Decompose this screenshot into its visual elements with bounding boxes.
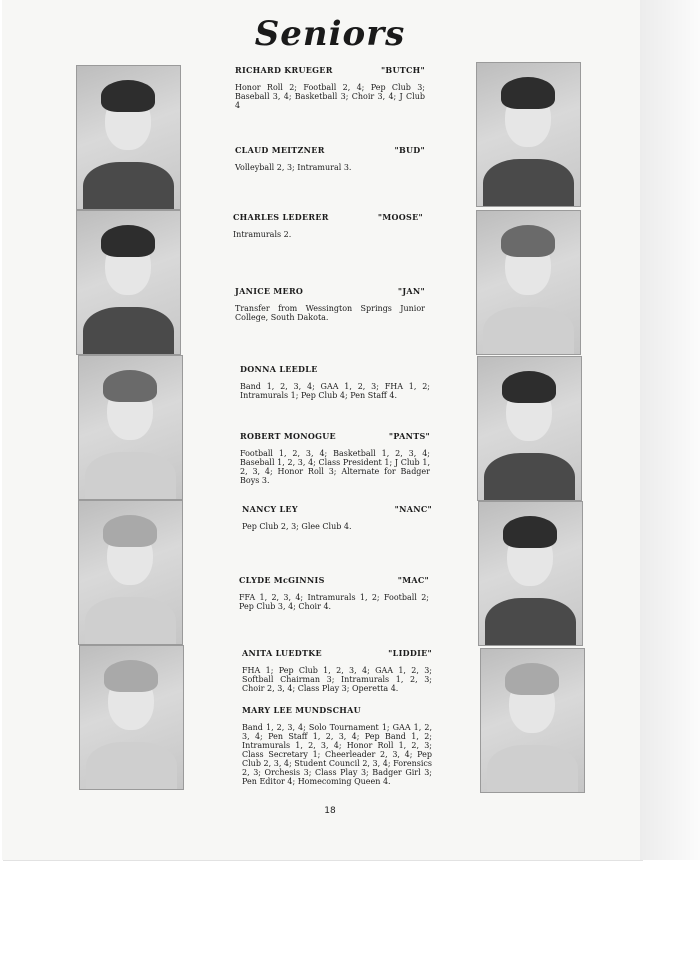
- student-activities: Band 1, 2, 3, 4; GAA 1, 2, 3; FHA 1, 2; Intramurals 1; Pep Club 4; Pen Staff 4.: [240, 382, 430, 400]
- portrait-charles-lederer: [76, 210, 181, 355]
- student-entry: [235, 145, 425, 172]
- student-name: NANCY LEY: [242, 504, 298, 514]
- portrait-donna-leedle: [78, 355, 183, 500]
- student-entry: [235, 65, 425, 110]
- student-activities: Intramurals 2.: [233, 230, 292, 239]
- student-name: ANITA LUEDTKE: [242, 648, 322, 658]
- student-name: MARY LEE MUNDSCHAU: [242, 705, 361, 715]
- student-activities: Band 1, 2, 3, 4; Solo Tournament 1; GAA 1, 2, 3, 4; Pen Staff 1, 2, 3, 4; Pep Band 1, 2; Intramurals 1, 2, 3, 4; Honor Roll 1, 2, 3; Class Secretary 1; Cheerleader 2, 3, 4; Pep Club 2, 3, 4; Student Council 2, 3, 4; Forensics 2, 3; Orchesis 3; Class Play 3; Badger Girl 3; Pen Editor 4; Homecoming Queen 4.: [242, 723, 432, 786]
- student-entry: [242, 504, 432, 531]
- portrait-anita-luedtke: [480, 648, 585, 793]
- student-name: ROBERT MONOGUE: [240, 431, 336, 441]
- student-activities: Volleyball 2, 3; Intramural 3.: [235, 163, 352, 172]
- student-activities: FHA 1; Pep Club 1, 2, 3, 4; GAA 1, 2, 3; Softball Chairman 3; Intramurals 1, 2, 3; Choir 2, 3, 4; Class Play 3; Operetta 4.: [242, 666, 432, 693]
- student-name: CLYDE McGINNIS: [239, 575, 325, 585]
- student-entry: [239, 575, 429, 611]
- student-nickname: "MAC": [397, 575, 429, 585]
- student-entry: [240, 364, 430, 400]
- portrait-clyde-mcginnis: [478, 501, 583, 646]
- student-activities: Honor Roll 2; Football 2, 4; Pep Club 3; Baseball 3, 4; Basketball 3; Choir 3, 4; J Club 4: [235, 83, 425, 110]
- student-name: DONNA LEEDLE: [240, 364, 318, 374]
- student-activities: Football 1, 2, 3, 4; Basketball 1, 2, 3, 4; Baseball 1, 2, 3, 4; Class President 1; J Club 1, 2, 3, 4; Honor Roll 3; Alternate for Badger Boys 3.: [240, 449, 430, 485]
- student-nickname: "BUD": [394, 145, 425, 155]
- student-nickname: "BUTCH": [380, 65, 425, 75]
- student-name: CHARLES LEDERER: [233, 212, 329, 222]
- portrait-janice-mero: [476, 210, 581, 355]
- portrait-robert-monogue: [477, 356, 582, 501]
- portrait-nancy-ley: [78, 500, 183, 645]
- portrait-richard-krueger: [76, 65, 181, 210]
- student-name: RICHARD KRUEGER: [235, 65, 333, 75]
- student-name: JANICE MERO: [235, 286, 304, 296]
- student-activities: Transfer from Wessington Springs Junior College, South Dakota.: [235, 304, 425, 322]
- student-activities: Pep Club 2, 3; Glee Club 4.: [242, 522, 352, 531]
- student-entry: [240, 431, 430, 485]
- portrait-mary-lee-mundschau: [79, 645, 184, 790]
- student-name: CLAUD MEITZNER: [235, 145, 325, 155]
- student-entry: [235, 286, 425, 322]
- student-activities: FFA 1, 2, 3, 4; Intramurals 1, 2; Football 2; Pep Club 3, 4; Choir 4.: [239, 593, 429, 611]
- portrait-claud-meitzner: [476, 62, 581, 207]
- page-number: 18: [324, 806, 336, 816]
- student-entry: [233, 212, 423, 239]
- student-nickname: "NANC": [394, 504, 432, 514]
- student-nickname: "LIDDIE": [388, 648, 432, 658]
- page-title: Seniors: [254, 14, 406, 54]
- student-nickname: "JAN": [397, 286, 425, 296]
- student-entry: [242, 705, 432, 786]
- page-edge-shadow: [640, 0, 700, 860]
- student-nickname: "MOOSE": [377, 212, 423, 222]
- student-nickname: "PANTS": [388, 431, 430, 441]
- student-entry: [242, 648, 432, 693]
